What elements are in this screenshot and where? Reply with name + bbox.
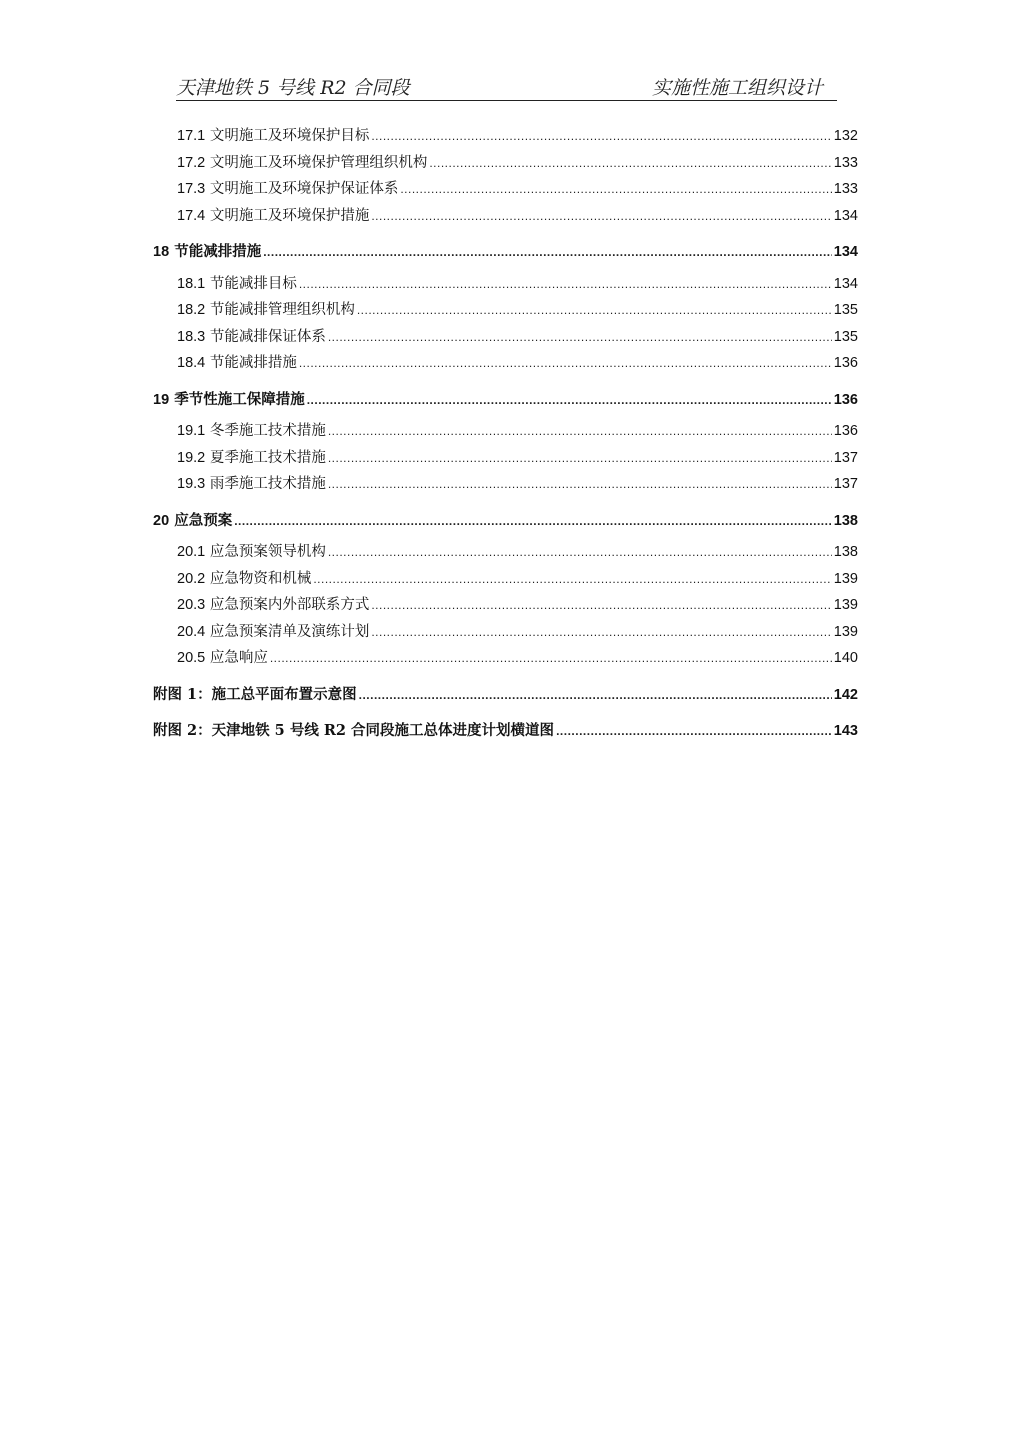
toc-entry-title: 夏季施工技术措施	[209, 449, 326, 466]
toc-entry-page: 138	[833, 512, 858, 529]
toc-entry-title: 应急预案领导机构	[209, 544, 326, 560]
toc-entry-number: 20.5	[177, 650, 206, 666]
toc-entry[interactable]	[153, 539, 858, 566]
toc-entry-page: 140	[833, 650, 858, 666]
toc-entry-title: 节能减排措施	[209, 355, 297, 371]
toc-entry[interactable]	[153, 619, 858, 646]
toc-entry[interactable]	[153, 566, 858, 593]
toc-entry-page: 137	[833, 449, 858, 466]
toc-entry-page: 133	[833, 181, 858, 197]
toc-entry-title: 文明施工及环境保护目标	[209, 128, 370, 144]
toc-entry-title: 应急预案内外部联系方式	[209, 597, 370, 613]
toc-entry-title: 文明施工及环境保护措施	[209, 207, 370, 224]
toc-entry-page: 134	[833, 207, 858, 224]
toc-entry-page: 134	[833, 275, 858, 292]
toc-entry[interactable]	[153, 176, 858, 203]
toc-leader-dots	[357, 297, 832, 324]
toc-chapter-entry[interactable]	[153, 234, 858, 271]
toc-leader-dots	[328, 539, 832, 566]
toc-leader-dots	[328, 418, 832, 445]
toc-entry-number: 18.3	[177, 328, 206, 345]
toc-entry-number: 20.2	[177, 570, 206, 587]
toc-entry-number: 19	[153, 391, 170, 408]
toc-entry-number: 20.3	[177, 597, 206, 613]
toc-entry-title: 冬季施工技术措施	[209, 423, 326, 439]
toc-entry-title: 节能减排保证体系	[209, 328, 326, 345]
toc-entry-title: 应急物资和机械	[209, 570, 312, 587]
toc-entry-page: 137	[833, 476, 858, 492]
toc-entry-number: 19.3	[177, 476, 206, 492]
toc-entry-page: 134	[833, 244, 858, 260]
toc-entry-title: 应急响应	[209, 650, 268, 666]
table-of-contents	[153, 123, 858, 750]
toc-entry-page: 136	[833, 423, 858, 439]
toc-entry[interactable]	[153, 150, 858, 177]
toc-entry[interactable]	[153, 123, 858, 150]
toc-leader-dots	[328, 471, 832, 498]
toc-chapter-entry[interactable]	[153, 503, 858, 540]
toc-entry-page: 139	[833, 597, 858, 613]
toc-entry-title: 节能减排管理组织机构	[209, 302, 355, 318]
toc-entry-number: 20.1	[177, 544, 206, 560]
toc-leader-dots	[371, 592, 831, 619]
toc-leader-dots	[371, 203, 831, 230]
toc-leader-dots	[359, 677, 832, 714]
toc-entry-number: 18	[153, 244, 170, 260]
toc-entry-page: 138	[833, 544, 858, 560]
header-project-title: 天津地铁 5 号线 R2 合同段	[176, 77, 410, 99]
toc-entry-number: 20.4	[177, 623, 206, 640]
toc-entry-number: 20	[153, 512, 170, 529]
header-document-title: 实施性施工组织设计	[651, 77, 823, 99]
toc-entry[interactable]	[153, 297, 858, 324]
toc-entry-number: 19.2	[177, 449, 206, 466]
toc-entry-page: 136	[833, 355, 858, 371]
toc-appendix-entry[interactable]	[153, 677, 858, 714]
toc-leader-dots	[307, 382, 832, 419]
toc-entry-number: 19.1	[177, 423, 206, 439]
toc-entry-page: 143	[833, 723, 858, 739]
toc-leader-dots	[263, 234, 832, 271]
toc-entry-number: 17.1	[177, 128, 206, 144]
toc-entry-title: 节能减排措施	[174, 243, 262, 260]
toc-entry[interactable]	[153, 645, 858, 672]
toc-leader-dots	[299, 350, 832, 377]
toc-entry-title: 季节性施工保障措施	[174, 390, 305, 408]
toc-entry[interactable]	[153, 592, 858, 619]
toc-leader-dots	[400, 176, 831, 203]
toc-entry[interactable]	[153, 445, 858, 472]
toc-entry-page: 142	[833, 686, 858, 703]
toc-entry[interactable]	[153, 324, 858, 351]
toc-leader-dots	[270, 645, 832, 672]
toc-entry-title: 附图 2：天津地铁 5 号线 R2 合同段施工总体进度计划横道图	[153, 722, 555, 739]
toc-entry-page: 139	[833, 623, 858, 640]
toc-entry-page: 132	[833, 128, 858, 144]
toc-entry[interactable]	[153, 350, 858, 377]
toc-entry-number: 18.4	[177, 355, 206, 371]
toc-entry-number: 18.1	[177, 275, 206, 292]
toc-entry-title: 文明施工及环境保护管理组织机构	[209, 154, 428, 171]
toc-entry[interactable]	[153, 271, 858, 298]
toc-entry-number: 18.2	[177, 302, 206, 318]
page-header	[176, 70, 837, 101]
toc-leader-dots	[313, 566, 831, 593]
toc-entry-title: 应急预案	[174, 511, 233, 529]
toc-entry[interactable]	[153, 418, 858, 445]
toc-entry-title: 文明施工及环境保护保证体系	[209, 181, 399, 197]
toc-leader-dots	[371, 123, 831, 150]
toc-entry-number: 17.2	[177, 154, 206, 171]
toc-entry-page: 133	[833, 154, 858, 171]
toc-entry-page: 135	[833, 328, 858, 345]
toc-entry-title: 雨季施工技术措施	[209, 476, 326, 492]
toc-chapter-entry[interactable]	[153, 382, 858, 419]
toc-leader-dots	[371, 619, 831, 646]
toc-entry-page: 139	[833, 570, 858, 587]
toc-leader-dots	[234, 503, 832, 540]
toc-leader-dots	[429, 150, 831, 177]
toc-entry-number: 17.3	[177, 181, 206, 197]
toc-entry[interactable]	[153, 203, 858, 230]
toc-leader-dots	[328, 324, 832, 351]
toc-leader-dots	[299, 271, 832, 298]
toc-entry[interactable]	[153, 471, 858, 498]
toc-entry-title: 应急预案清单及演练计划	[209, 623, 370, 640]
toc-entry-page: 135	[833, 302, 858, 318]
toc-entry-title: 附图 1：施工总平面布置示意图	[153, 685, 357, 703]
toc-appendix-entry[interactable]	[153, 713, 858, 750]
toc-leader-dots	[556, 713, 832, 750]
toc-entry-number: 17.4	[177, 207, 206, 224]
toc-entry-title: 节能减排目标	[209, 275, 297, 292]
toc-entry-page: 136	[833, 391, 858, 408]
toc-leader-dots	[328, 445, 832, 472]
